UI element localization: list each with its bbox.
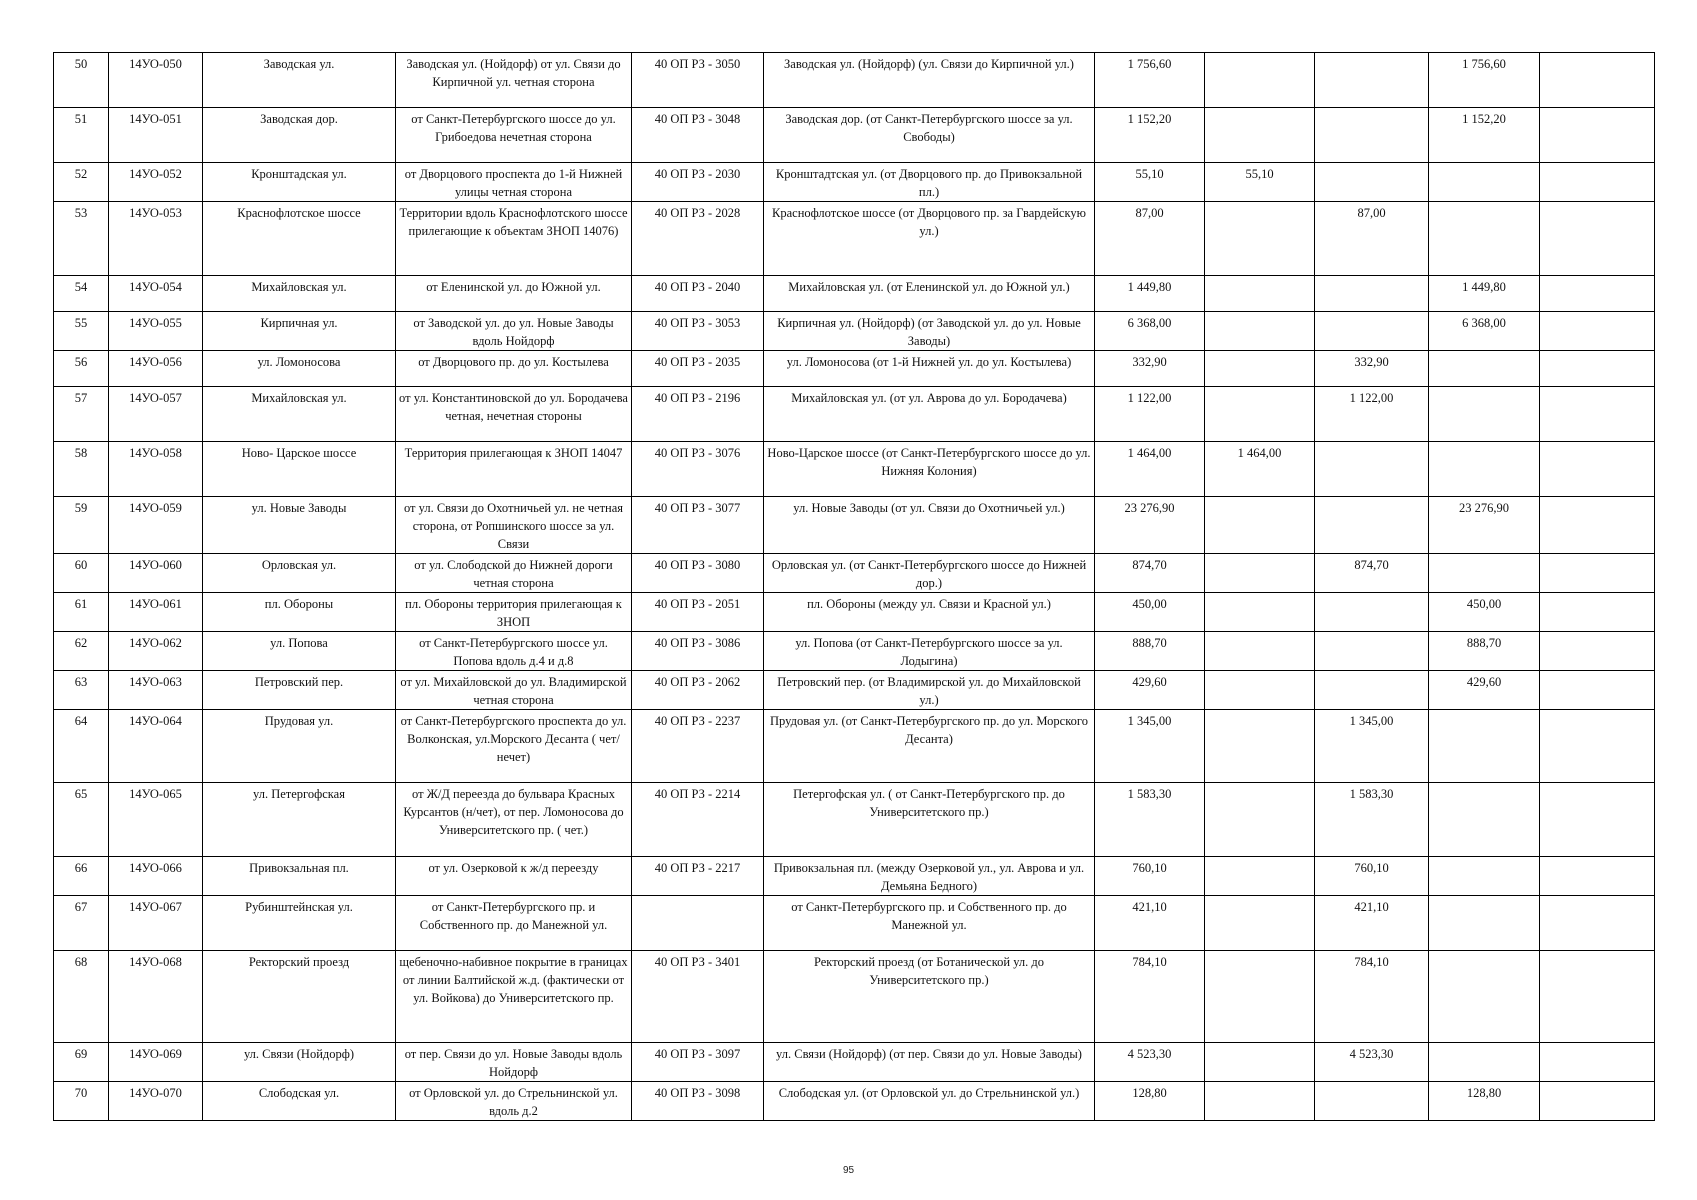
area-col-2 (1315, 312, 1429, 351)
row-number: 55 (54, 312, 109, 351)
table-row (54, 1082, 1655, 1121)
area-col-3: 429,60 (1429, 671, 1540, 710)
section-description: пл. Обороны территория прилегающая к ЗНОП (396, 593, 632, 632)
area-col-1 (1205, 53, 1315, 108)
area-col-4 (1540, 163, 1655, 202)
area-value: 760,10 (1095, 857, 1205, 896)
area-col-1 (1205, 1043, 1315, 1082)
road-code: 14УО-062 (109, 632, 203, 671)
area-col-2: 760,10 (1315, 857, 1429, 896)
road-code: 14УО-070 (109, 1082, 203, 1121)
street-name: Заводская ул. (203, 53, 396, 108)
table-row (54, 163, 1655, 202)
area-col-3 (1429, 710, 1540, 783)
road-name: Краснофлотское шоссе (от Дворцового пр. за Гвардейскую ул.) (764, 202, 1095, 276)
area-col-2: 784,10 (1315, 951, 1429, 1043)
area-col-3: 1 756,60 (1429, 53, 1540, 108)
area-col-3 (1429, 554, 1540, 593)
row-number: 58 (54, 442, 109, 497)
street-name: ул. Петергофская (203, 783, 396, 857)
area-col-2 (1315, 53, 1429, 108)
area-value: 6 368,00 (1095, 312, 1205, 351)
area-value: 332,90 (1095, 351, 1205, 387)
row-number: 51 (54, 108, 109, 163)
area-col-2: 1 345,00 (1315, 710, 1429, 783)
road-code: 14УО-060 (109, 554, 203, 593)
registry-number: 40 ОП РЗ - 3048 (632, 108, 764, 163)
road-name: Заводская дор. (от Санкт-Петербургского шоссе за ул. Свободы) (764, 108, 1095, 163)
area-col-1: 1 464,00 (1205, 442, 1315, 497)
table-row (54, 1043, 1655, 1082)
area-col-3 (1429, 202, 1540, 276)
street-name: Орловская ул. (203, 554, 396, 593)
road-code: 14УО-067 (109, 896, 203, 951)
road-name: от Санкт-Петербургского пр. и Собственного пр. до Манежной ул. (764, 896, 1095, 951)
area-col-3 (1429, 857, 1540, 896)
section-description: от Орловской ул. до Стрельнинской ул. вдоль д.2 (396, 1082, 632, 1121)
area-col-2 (1315, 632, 1429, 671)
road-code: 14УО-061 (109, 593, 203, 632)
row-number: 57 (54, 387, 109, 442)
area-col-1 (1205, 351, 1315, 387)
area-col-4 (1540, 671, 1655, 710)
row-number: 50 (54, 53, 109, 108)
row-number: 60 (54, 554, 109, 593)
registry-number: 40 ОП РЗ - 3097 (632, 1043, 764, 1082)
area-value: 1 345,00 (1095, 710, 1205, 783)
street-name: Слободская ул. (203, 1082, 396, 1121)
registry-number: 40 ОП РЗ - 2237 (632, 710, 764, 783)
area-col-4 (1540, 387, 1655, 442)
registry-number: 40 ОП РЗ - 3053 (632, 312, 764, 351)
road-name: Михайловская ул. (от ул. Аврова до ул. Бородачева) (764, 387, 1095, 442)
area-col-1 (1205, 276, 1315, 312)
area-value: 784,10 (1095, 951, 1205, 1043)
road-name: ул. Связи (Нойдорф) (от пер. Связи до ул. Новые Заводы) (764, 1043, 1095, 1082)
area-col-2: 4 523,30 (1315, 1043, 1429, 1082)
table-row (54, 442, 1655, 497)
area-col-1 (1205, 312, 1315, 351)
area-value: 1 449,80 (1095, 276, 1205, 312)
road-code: 14УО-064 (109, 710, 203, 783)
section-description: от Санкт-Петербургского пр. и Собственного пр. до Манежной ул. (396, 896, 632, 951)
section-description: Территория прилегающая к ЗНОП 14047 (396, 442, 632, 497)
area-col-4 (1540, 710, 1655, 783)
street-name: Привокзальная пл. (203, 857, 396, 896)
table-row (54, 632, 1655, 671)
road-name: Ректорский проезд (от Ботанической ул. до Университетского пр.) (764, 951, 1095, 1043)
section-description: от Ж/Д переезда до бульвара Красных Курсантов (н/чет), от пер. Ломоносова до Университетского пр. ( чет.) (396, 783, 632, 857)
roads-table (53, 52, 1655, 1121)
row-number: 69 (54, 1043, 109, 1082)
area-value: 429,60 (1095, 671, 1205, 710)
road-name: Прудовая ул. (от Санкт-Петербургского пр. до ул. Морского Десанта) (764, 710, 1095, 783)
area-col-3: 888,70 (1429, 632, 1540, 671)
area-col-1 (1205, 202, 1315, 276)
area-col-4 (1540, 497, 1655, 554)
area-value: 1 152,20 (1095, 108, 1205, 163)
area-col-4 (1540, 783, 1655, 857)
section-description: Территории вдоль Краснофлотского шоссе прилегающие к объектам ЗНОП 14076) (396, 202, 632, 276)
road-code: 14УО-066 (109, 857, 203, 896)
street-name: ул. Ломоносова (203, 351, 396, 387)
area-value: 888,70 (1095, 632, 1205, 671)
area-col-4 (1540, 1082, 1655, 1121)
area-col-1 (1205, 783, 1315, 857)
area-col-1 (1205, 387, 1315, 442)
area-value: 1 756,60 (1095, 53, 1205, 108)
area-col-4 (1540, 276, 1655, 312)
area-col-2 (1315, 1082, 1429, 1121)
area-col-4 (1540, 951, 1655, 1043)
area-col-2: 87,00 (1315, 202, 1429, 276)
road-code: 14УО-068 (109, 951, 203, 1043)
area-col-3 (1429, 163, 1540, 202)
road-name: пл. Обороны (между ул. Связи и Красной ул.) (764, 593, 1095, 632)
registry-number: 40 ОП РЗ - 2217 (632, 857, 764, 896)
table-row (54, 783, 1655, 857)
area-col-2: 1 583,30 (1315, 783, 1429, 857)
section-description: щебеночно-набивное покрытие в границах от линии Балтийской ж.д. (фактически от ул. Войкова) до Университетского пр. (396, 951, 632, 1043)
table-row (54, 497, 1655, 554)
area-col-3 (1429, 1043, 1540, 1082)
row-number: 64 (54, 710, 109, 783)
area-col-2: 1 122,00 (1315, 387, 1429, 442)
area-col-2 (1315, 442, 1429, 497)
table-body (54, 53, 1655, 1121)
row-number: 65 (54, 783, 109, 857)
area-col-1 (1205, 593, 1315, 632)
area-col-1 (1205, 896, 1315, 951)
area-col-1 (1205, 1082, 1315, 1121)
road-name: Слободская ул. (от Орловской ул. до Стрельнинской ул.) (764, 1082, 1095, 1121)
area-col-2 (1315, 671, 1429, 710)
road-code: 14УО-069 (109, 1043, 203, 1082)
area-col-2: 874,70 (1315, 554, 1429, 593)
row-number: 59 (54, 497, 109, 554)
section-description: от Дворцового пр. до ул. Костылева (396, 351, 632, 387)
street-name: Ректорский проезд (203, 951, 396, 1043)
area-value: 55,10 (1095, 163, 1205, 202)
registry-number: 40 ОП РЗ - 2051 (632, 593, 764, 632)
road-name: Кирпичная ул. (Нойдорф) (от Заводской ул. до ул. Новые Заводы) (764, 312, 1095, 351)
area-value: 1 583,30 (1095, 783, 1205, 857)
table-row (54, 857, 1655, 896)
area-col-1 (1205, 671, 1315, 710)
area-col-3 (1429, 783, 1540, 857)
area-col-2 (1315, 497, 1429, 554)
road-code: 14УО-054 (109, 276, 203, 312)
registry-number (632, 896, 764, 951)
table-row (54, 53, 1655, 108)
road-code: 14УО-056 (109, 351, 203, 387)
table-row (54, 202, 1655, 276)
table-row (54, 896, 1655, 951)
street-name: Петровский пер. (203, 671, 396, 710)
street-name: Михайловская ул. (203, 276, 396, 312)
road-name: Петровский пер. (от Владимирской ул. до Михайловской ул.) (764, 671, 1095, 710)
road-code: 14УО-057 (109, 387, 203, 442)
area-col-4 (1540, 593, 1655, 632)
road-name: Заводская ул. (Нойдорф) (ул. Связи до Кирпичной ул.) (764, 53, 1095, 108)
row-number: 62 (54, 632, 109, 671)
area-value: 1 464,00 (1095, 442, 1205, 497)
area-col-3 (1429, 387, 1540, 442)
area-col-1 (1205, 710, 1315, 783)
area-col-2 (1315, 593, 1429, 632)
section-description: от Санкт-Петербургского проспекта до ул. Волконская, ул.Морского Десанта ( чет/нечет) (396, 710, 632, 783)
road-name: ул. Новые Заводы (от ул. Связи до Охотничьей ул.) (764, 497, 1095, 554)
table-row (54, 554, 1655, 593)
area-value: 87,00 (1095, 202, 1205, 276)
section-description: Заводская ул. (Нойдорф) от ул. Связи до Кирпичной ул. четная сторона (396, 53, 632, 108)
area-col-4 (1540, 53, 1655, 108)
road-name: Петергофская ул. ( от Санкт-Петербургского пр. до Университетского пр.) (764, 783, 1095, 857)
section-description: от ул. Константиновской до ул. Бородачева четная, нечетная стороны (396, 387, 632, 442)
road-name: Михайловская ул. (от Еленинской ул. до Южной ул.) (764, 276, 1095, 312)
area-col-4 (1540, 857, 1655, 896)
section-description: от Санкт-Петербургского шоссе до ул. Грибоедова нечетная сторона (396, 108, 632, 163)
area-col-3 (1429, 951, 1540, 1043)
section-description: от пер. Связи до ул. Новые Заводы вдоль Нойдорф (396, 1043, 632, 1082)
street-name: Михайловская ул. (203, 387, 396, 442)
registry-number: 40 ОП РЗ - 3050 (632, 53, 764, 108)
area-col-3: 450,00 (1429, 593, 1540, 632)
street-name: Рубинштейнская ул. (203, 896, 396, 951)
area-col-3: 23 276,90 (1429, 497, 1540, 554)
area-col-4 (1540, 202, 1655, 276)
area-col-2 (1315, 108, 1429, 163)
street-name: Ново- Царское шоссе (203, 442, 396, 497)
table-row (54, 276, 1655, 312)
table-row (54, 951, 1655, 1043)
area-col-3: 6 368,00 (1429, 312, 1540, 351)
area-col-4 (1540, 1043, 1655, 1082)
area-col-1 (1205, 632, 1315, 671)
area-col-4 (1540, 108, 1655, 163)
section-description: от Санкт-Петербургского шоссе ул. Попова вдоль д.4 и д.8 (396, 632, 632, 671)
registry-number: 40 ОП РЗ - 3076 (632, 442, 764, 497)
area-col-2 (1315, 276, 1429, 312)
table-row (54, 671, 1655, 710)
table-row (54, 710, 1655, 783)
table-row (54, 593, 1655, 632)
table-row (54, 387, 1655, 442)
registry-number: 40 ОП РЗ - 2040 (632, 276, 764, 312)
section-description: от ул. Михайловской до ул. Владимирской четная сторона (396, 671, 632, 710)
row-number: 52 (54, 163, 109, 202)
table-row (54, 312, 1655, 351)
street-name: ул. Новые Заводы (203, 497, 396, 554)
row-number: 67 (54, 896, 109, 951)
area-col-1: 55,10 (1205, 163, 1315, 202)
row-number: 66 (54, 857, 109, 896)
road-code: 14УО-063 (109, 671, 203, 710)
registry-number: 40 ОП РЗ - 2030 (632, 163, 764, 202)
area-col-4 (1540, 442, 1655, 497)
area-value: 23 276,90 (1095, 497, 1205, 554)
page-number: 95 (842, 1165, 855, 1176)
street-name: Кирпичная ул. (203, 312, 396, 351)
area-col-3 (1429, 442, 1540, 497)
road-code: 14УО-059 (109, 497, 203, 554)
table-row (54, 108, 1655, 163)
street-name: Краснофлотское шоссе (203, 202, 396, 276)
road-code: 14УО-051 (109, 108, 203, 163)
row-number: 61 (54, 593, 109, 632)
area-col-4 (1540, 312, 1655, 351)
registry-number: 40 ОП РЗ - 2196 (632, 387, 764, 442)
area-col-2: 332,90 (1315, 351, 1429, 387)
registry-number: 40 ОП РЗ - 3401 (632, 951, 764, 1043)
row-number: 68 (54, 951, 109, 1043)
area-col-3: 1 152,20 (1429, 108, 1540, 163)
area-col-1 (1205, 554, 1315, 593)
road-code: 14УО-050 (109, 53, 203, 108)
area-col-4 (1540, 632, 1655, 671)
area-value: 421,10 (1095, 896, 1205, 951)
road-code: 14УО-055 (109, 312, 203, 351)
row-number: 53 (54, 202, 109, 276)
area-col-1 (1205, 951, 1315, 1043)
road-code: 14УО-058 (109, 442, 203, 497)
road-code: 14УО-053 (109, 202, 203, 276)
area-value: 128,80 (1095, 1082, 1205, 1121)
section-description: от ул. Озерковой к ж/д переезду (396, 857, 632, 896)
area-col-1 (1205, 857, 1315, 896)
street-name: пл. Обороны (203, 593, 396, 632)
row-number: 54 (54, 276, 109, 312)
area-col-2 (1315, 163, 1429, 202)
road-code: 14УО-052 (109, 163, 203, 202)
area-col-3 (1429, 896, 1540, 951)
section-description: от ул. Связи до Охотничьей ул. не четная сторона, от Ропшинского шоссе за ул. Связи (396, 497, 632, 554)
area-value: 450,00 (1095, 593, 1205, 632)
row-number: 70 (54, 1082, 109, 1121)
registry-number: 40 ОП РЗ - 2028 (632, 202, 764, 276)
registry-number: 40 ОП РЗ - 2062 (632, 671, 764, 710)
area-col-4 (1540, 896, 1655, 951)
registry-number: 40 ОП РЗ - 3077 (632, 497, 764, 554)
area-value: 4 523,30 (1095, 1043, 1205, 1082)
area-col-3 (1429, 351, 1540, 387)
area-col-4 (1540, 554, 1655, 593)
row-number: 56 (54, 351, 109, 387)
area-col-4 (1540, 351, 1655, 387)
section-description: от Дворцового проспекта до 1-й Нижней улицы четная сторона (396, 163, 632, 202)
registry-number: 40 ОП РЗ - 2214 (632, 783, 764, 857)
street-name: ул. Попова (203, 632, 396, 671)
street-name: Заводская дор. (203, 108, 396, 163)
road-name: Орловская ул. (от Санкт-Петербургского шоссе до Нижней дор.) (764, 554, 1095, 593)
section-description: от ул. Слободской до Нижней дороги четная сторона (396, 554, 632, 593)
registry-number: 40 ОП РЗ - 3080 (632, 554, 764, 593)
road-name: ул. Попова (от Санкт-Петербургского шоссе за ул. Лодыгина) (764, 632, 1095, 671)
registry-number: 40 ОП РЗ - 3086 (632, 632, 764, 671)
row-number: 63 (54, 671, 109, 710)
area-col-1 (1205, 497, 1315, 554)
road-name: Привокзальная пл. (между Озерковой ул., ул. Аврова и ул. Демьяна Бедного) (764, 857, 1095, 896)
area-value: 874,70 (1095, 554, 1205, 593)
road-name: Кронштадтская ул. (от Дворцового пр. до Привокзальной пл.) (764, 163, 1095, 202)
road-name: Ново-Царское шоссе (от Санкт-Петербургского шоссе до ул. Нижняя Колония) (764, 442, 1095, 497)
area-col-2: 421,10 (1315, 896, 1429, 951)
street-name: ул. Связи (Нойдорф) (203, 1043, 396, 1082)
street-name: Кронштадская ул. (203, 163, 396, 202)
table-row (54, 351, 1655, 387)
area-col-1 (1205, 108, 1315, 163)
road-name: ул. Ломоносова (от 1-й Нижней ул. до ул. Костылева) (764, 351, 1095, 387)
registry-number: 40 ОП РЗ - 2035 (632, 351, 764, 387)
road-code: 14УО-065 (109, 783, 203, 857)
registry-number: 40 ОП РЗ - 3098 (632, 1082, 764, 1121)
area-value: 1 122,00 (1095, 387, 1205, 442)
area-col-3: 128,80 (1429, 1082, 1540, 1121)
street-name: Прудовая ул. (203, 710, 396, 783)
section-description: от Еленинской ул. до Южной ул. (396, 276, 632, 312)
area-col-3: 1 449,80 (1429, 276, 1540, 312)
section-description: от Заводской ул. до ул. Новые Заводы вдоль Нойдорф (396, 312, 632, 351)
